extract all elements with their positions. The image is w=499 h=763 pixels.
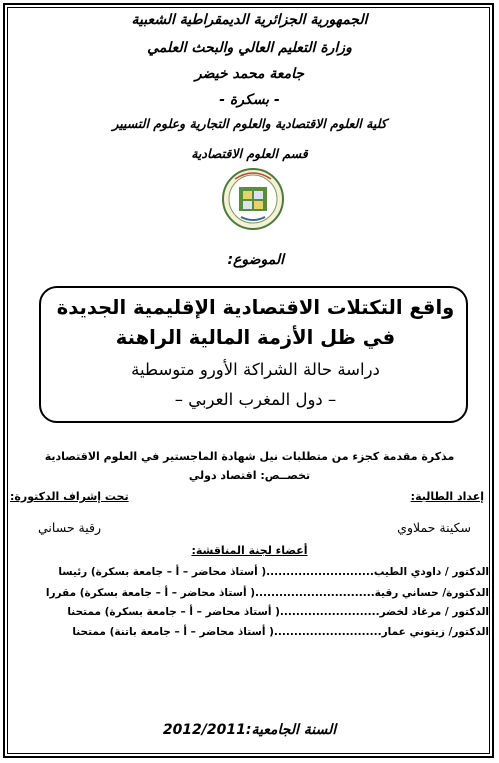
title-line-3: دراسة حالة الشراكة الأورو متوسطية (131, 360, 380, 379)
ministry-name: وزارة التعليم العالي والبحث العلمي (147, 40, 352, 56)
jury-member-1: الدكتور / داودي الطيب...........................( أستاذ محاضر – أ – جامعة بسكرة) رئيسا (58, 566, 489, 578)
republic-name: الجمهورية الجزائرية الديمقراطية الشعبية (131, 12, 368, 28)
title-line-1: واقع التكتلات الاقتصادية الإقليمية الجديدة (56, 296, 455, 319)
title-line-2: في ظل الأزمة المالية الراهنة (115, 326, 396, 349)
department-name: قسم العلوم الاقتصادية (191, 146, 308, 161)
student-name: سكينة حملاوي (397, 520, 471, 535)
subject-label: الموضوع: (227, 252, 284, 268)
title-line-4: – دول المغرب العربي – (174, 390, 337, 409)
academic-year: السنة الجامعية:2012/2011 (162, 722, 337, 738)
supervisor-name: رقية حساني (38, 520, 102, 535)
supervisor-label: تحت إشراف الدكتورة: (10, 490, 129, 503)
university-name: جامعة محمد خيضر (194, 66, 305, 82)
jury-heading: أعضاء لجنة المناقشة: (191, 544, 308, 557)
university-logo (221, 165, 285, 237)
thesis-purpose: مذكرة مقدمة كجزء من متطلبات نيل شهادة الماجستير في العلوم الاقتصادية (44, 450, 455, 463)
thesis-specialization: تخصــص: اقتصاد دولي (188, 469, 311, 482)
jury-member-3: الدكتور / مرغاد لخضر.........................( أستاذ محاضر – أ – جامعة بسكرة) ممتحنا (67, 606, 489, 618)
title-box (39, 286, 468, 423)
jury-member-2: الدكتورة/ حساني رقية..............................( أستاذ محاضر – أ – جامعة بسكرة) مقررا (45, 587, 489, 599)
jury-member-4: الدكتور/ زيتوني عمار...........................( أستاذ محاضر – أ – جامعة باتنة) ممتحنا (72, 626, 489, 638)
student-label: إعداد الطالبة: (410, 490, 484, 503)
faculty-name: كلية العلوم الاقتصادية والعلوم التجارية وعلوم التسيير (112, 116, 387, 131)
city-name: - بسكرة - (219, 92, 280, 108)
